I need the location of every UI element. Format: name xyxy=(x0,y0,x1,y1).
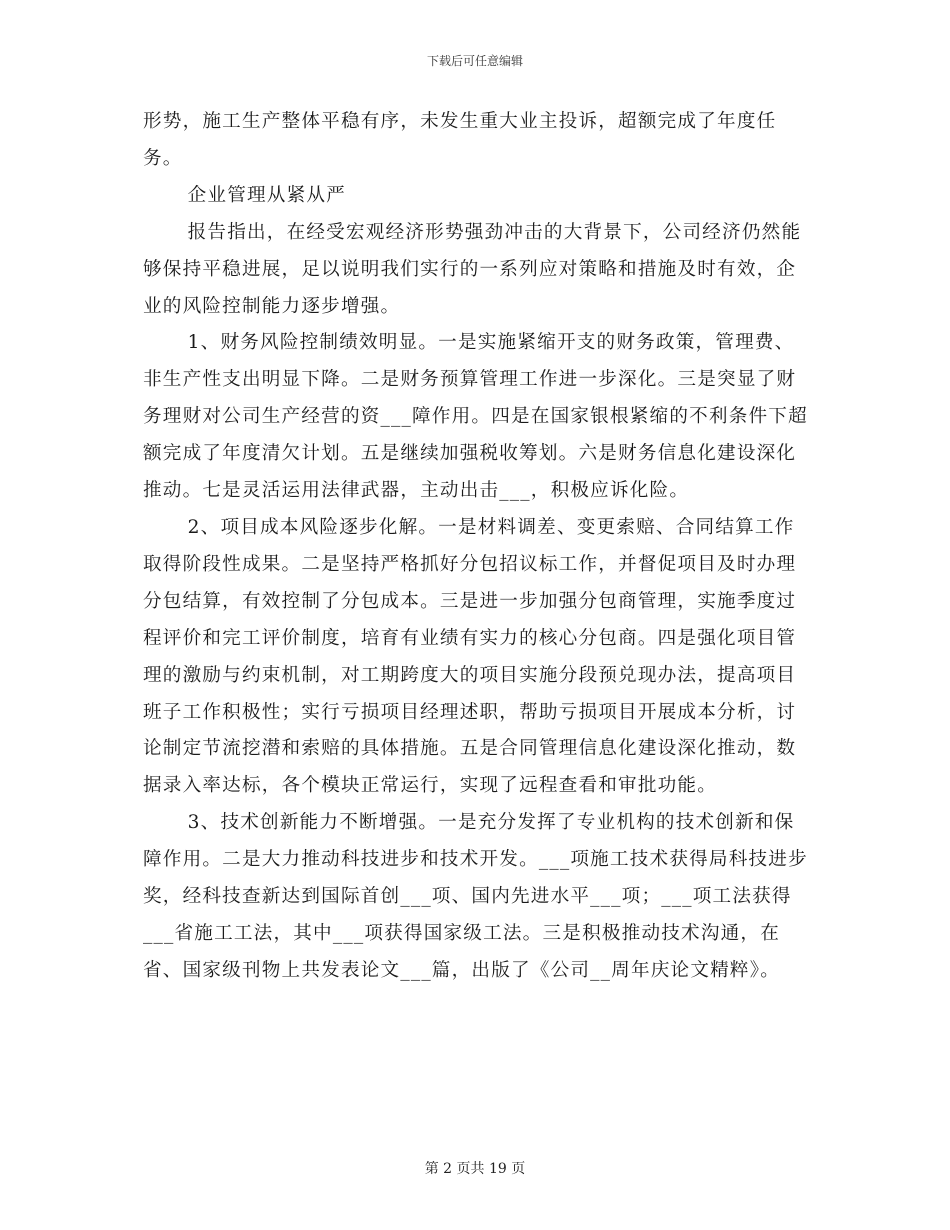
document-body xyxy=(143,104,813,990)
paragraph-report: 报告指出，在经受宏观经济形势强劲冲击的大背景下，公司经济仍然能够保持平稳进展，足以说明我们实行的一系列应对策略和措施及时有效，企业的风险控制能力逐步增强。 xyxy=(143,221,802,317)
section-heading: 企业管理从紧从严 xyxy=(187,184,346,206)
page-footer: 第 2 页共 19 页 xyxy=(424,1161,526,1177)
paragraph-continued: 形势，施工生产整体平稳有序，未发生重大业主投诉，超额完成了年度任务。 xyxy=(143,111,777,169)
page-header: 下载后可任意编辑 xyxy=(426,54,523,68)
paragraph-tech: 3、技术创新能力不断增强。一是充分发挥了专业机构的技术创新和保障作用。二是大力推动科技进步和技术开发。___项施工技术获得局科技进步奖，经科技查新达到国际首创___项、国内先进水平___项；___项工法获得___省施工工法，其中___项获得国家级工法。三是积极推动技术沟通，在省、国家级刊物上共发表论文___篇，出版了《公司__周年庆论文精粹》。 xyxy=(143,812,808,981)
paragraph-cost: 2、项目成本风险逐步化解。一是材料调差、变更索赔、合同结算工作取得阶段性成果。二是坚持严格抓好分包招议标工作，并督促项目及时办理分包结算，有效控制了分包成本。三是进一步加强分包商管理，实施季度过程评价和完工评价制度，培育有业绩有实力的核心分包商。四是强化项目管理的激励与约束机制，对工期跨度大的项目实施分段预兑现办法，提高项目班子工作积极性；实行亏损项目经理述职，帮助亏损项目开展成本分析，讨论制定节流挖潜和索赔的具体措施。五是合同管理信息化建设深化推动，数据录入率达标，各个模块正常运行，实现了远程查看和审批功能。 xyxy=(143,516,797,797)
paragraph-finance: 1、财务风险控制绩效明显。一是实施紧缩开支的财务政策，管理费、非生产性支出明显下降。二是财务预算管理工作进一步深化。三是突显了财务理财对公司生产经营的资___障作用。四是在国家银根紧缩的不利条件下超额完成了年度清欠计划。五是继续加强税收筹划。六是财务信息化建设深化推动。七是灵活运用法律武器，主动出击___，积极应诉化险。 xyxy=(143,332,808,502)
